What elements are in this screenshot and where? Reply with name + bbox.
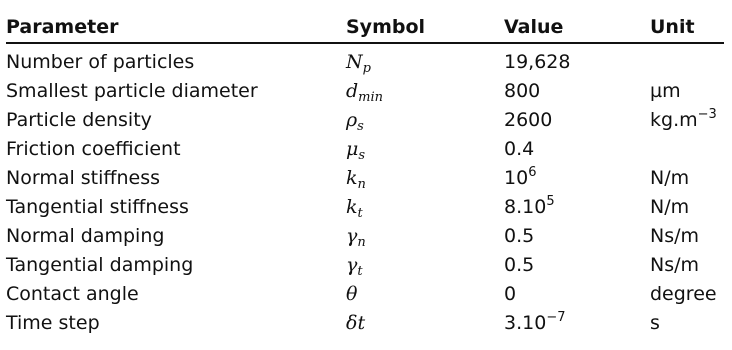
unit-base: degree: [650, 283, 717, 305]
table-row: [6, 309, 724, 338]
symbol-base: k: [346, 196, 358, 218]
cell-value: [504, 193, 650, 222]
cell-symbol: [346, 43, 504, 77]
cell-value: [504, 280, 650, 309]
cell-symbol: [346, 164, 504, 193]
table-body: [6, 43, 724, 338]
symbol-base: θ: [346, 283, 358, 305]
cell-symbol: [346, 251, 504, 280]
cell-unit: [650, 135, 724, 164]
unit-base: Ns/m: [650, 254, 700, 276]
symbol-subscript: p: [362, 61, 371, 76]
symbol-base: γ: [346, 254, 358, 276]
unit-base: N/m: [650, 196, 690, 218]
value-base: 8.10: [504, 196, 547, 218]
table-row: [6, 135, 724, 164]
header-value: Value: [504, 12, 650, 43]
cell-unit: [650, 164, 724, 193]
symbol-base: ρ: [346, 109, 358, 131]
cell-parameter: Smallest particle diameter: [6, 80, 258, 102]
cell-parameter: Tangential stiffness: [6, 196, 189, 218]
value-superscript: 6: [528, 165, 537, 180]
cell-value: [504, 77, 650, 106]
symbol-base: γ: [346, 225, 358, 247]
unit-base: Ns/m: [650, 225, 700, 247]
cell-symbol: [346, 106, 504, 135]
cell-value: [504, 43, 650, 77]
cell-parameter: Contact angle: [6, 283, 139, 305]
symbol-subscript: s: [358, 148, 366, 163]
symbol-base: N: [346, 51, 363, 73]
value-base: 10: [504, 167, 529, 189]
value-base: 0.5: [504, 254, 535, 276]
cell-unit: [650, 43, 724, 77]
header-unit: Unit: [650, 12, 724, 43]
header-row: [6, 12, 724, 43]
table-row: [6, 280, 724, 309]
cell-unit: [650, 251, 724, 280]
value-base: 0: [504, 283, 517, 305]
cell-parameter: Number of particles: [6, 51, 195, 73]
symbol-base: μ: [346, 138, 359, 160]
cell-symbol: [346, 222, 504, 251]
cell-value: [504, 251, 650, 280]
value-base: 3.10: [504, 312, 547, 334]
cell-unit: [650, 193, 724, 222]
cell-parameter: Friction coefficient: [6, 138, 181, 160]
cell-value: [504, 309, 650, 338]
value-base: 2600: [504, 109, 553, 131]
unit-base: s: [650, 312, 660, 334]
value-base: 0.5: [504, 225, 535, 247]
cell-parameter: Normal stiffness: [6, 167, 161, 189]
cell-parameter: Particle density: [6, 109, 152, 131]
symbol-subscript: n: [357, 177, 366, 192]
parameter-table: [6, 12, 724, 338]
value-base: 800: [504, 80, 541, 102]
cell-unit: [650, 309, 724, 338]
value-superscript: 5: [546, 194, 555, 209]
value-base: 0.4: [504, 138, 535, 160]
unit-base: µm: [650, 80, 681, 102]
symbol-base: k: [346, 167, 358, 189]
unit-base: kg.m: [650, 109, 698, 131]
cell-unit: [650, 106, 724, 135]
value-base: 19,628: [504, 51, 571, 73]
symbol-subscript: min: [358, 90, 384, 105]
header-symbol: Symbol: [346, 12, 504, 43]
symbol-subscript: n: [357, 235, 366, 250]
value-superscript: −7: [546, 310, 566, 325]
cell-value: [504, 135, 650, 164]
table-row: [6, 43, 724, 77]
cell-symbol: [346, 280, 504, 309]
symbol-base: d: [346, 80, 359, 102]
table-row: [6, 251, 724, 280]
cell-parameter: Tangential damping: [6, 254, 194, 276]
table-row: [6, 222, 724, 251]
table-row: [6, 106, 724, 135]
symbol-subscript: t: [357, 264, 363, 279]
cell-value: [504, 106, 650, 135]
table-row: [6, 164, 724, 193]
symbol-subscript: t: [357, 206, 363, 221]
cell-symbol: [346, 309, 504, 338]
symbol-subscript: s: [357, 119, 364, 134]
cell-parameter: Time step: [6, 312, 100, 334]
cell-value: [504, 222, 650, 251]
cell-symbol: [346, 135, 504, 164]
unit-superscript: −3: [697, 107, 717, 122]
symbol-base: δt: [346, 312, 366, 334]
parameter-table-container: [6, 12, 724, 338]
table-header: [6, 12, 724, 43]
cell-unit: [650, 77, 724, 106]
cell-symbol: [346, 193, 504, 222]
cell-unit: [650, 280, 724, 309]
unit-base: N/m: [650, 167, 690, 189]
table-row: [6, 77, 724, 106]
cell-symbol: [346, 77, 504, 106]
table-row: [6, 193, 724, 222]
header-parameter: Parameter: [6, 12, 346, 43]
cell-unit: [650, 222, 724, 251]
cell-parameter: Normal damping: [6, 225, 165, 247]
cell-value: [504, 164, 650, 193]
